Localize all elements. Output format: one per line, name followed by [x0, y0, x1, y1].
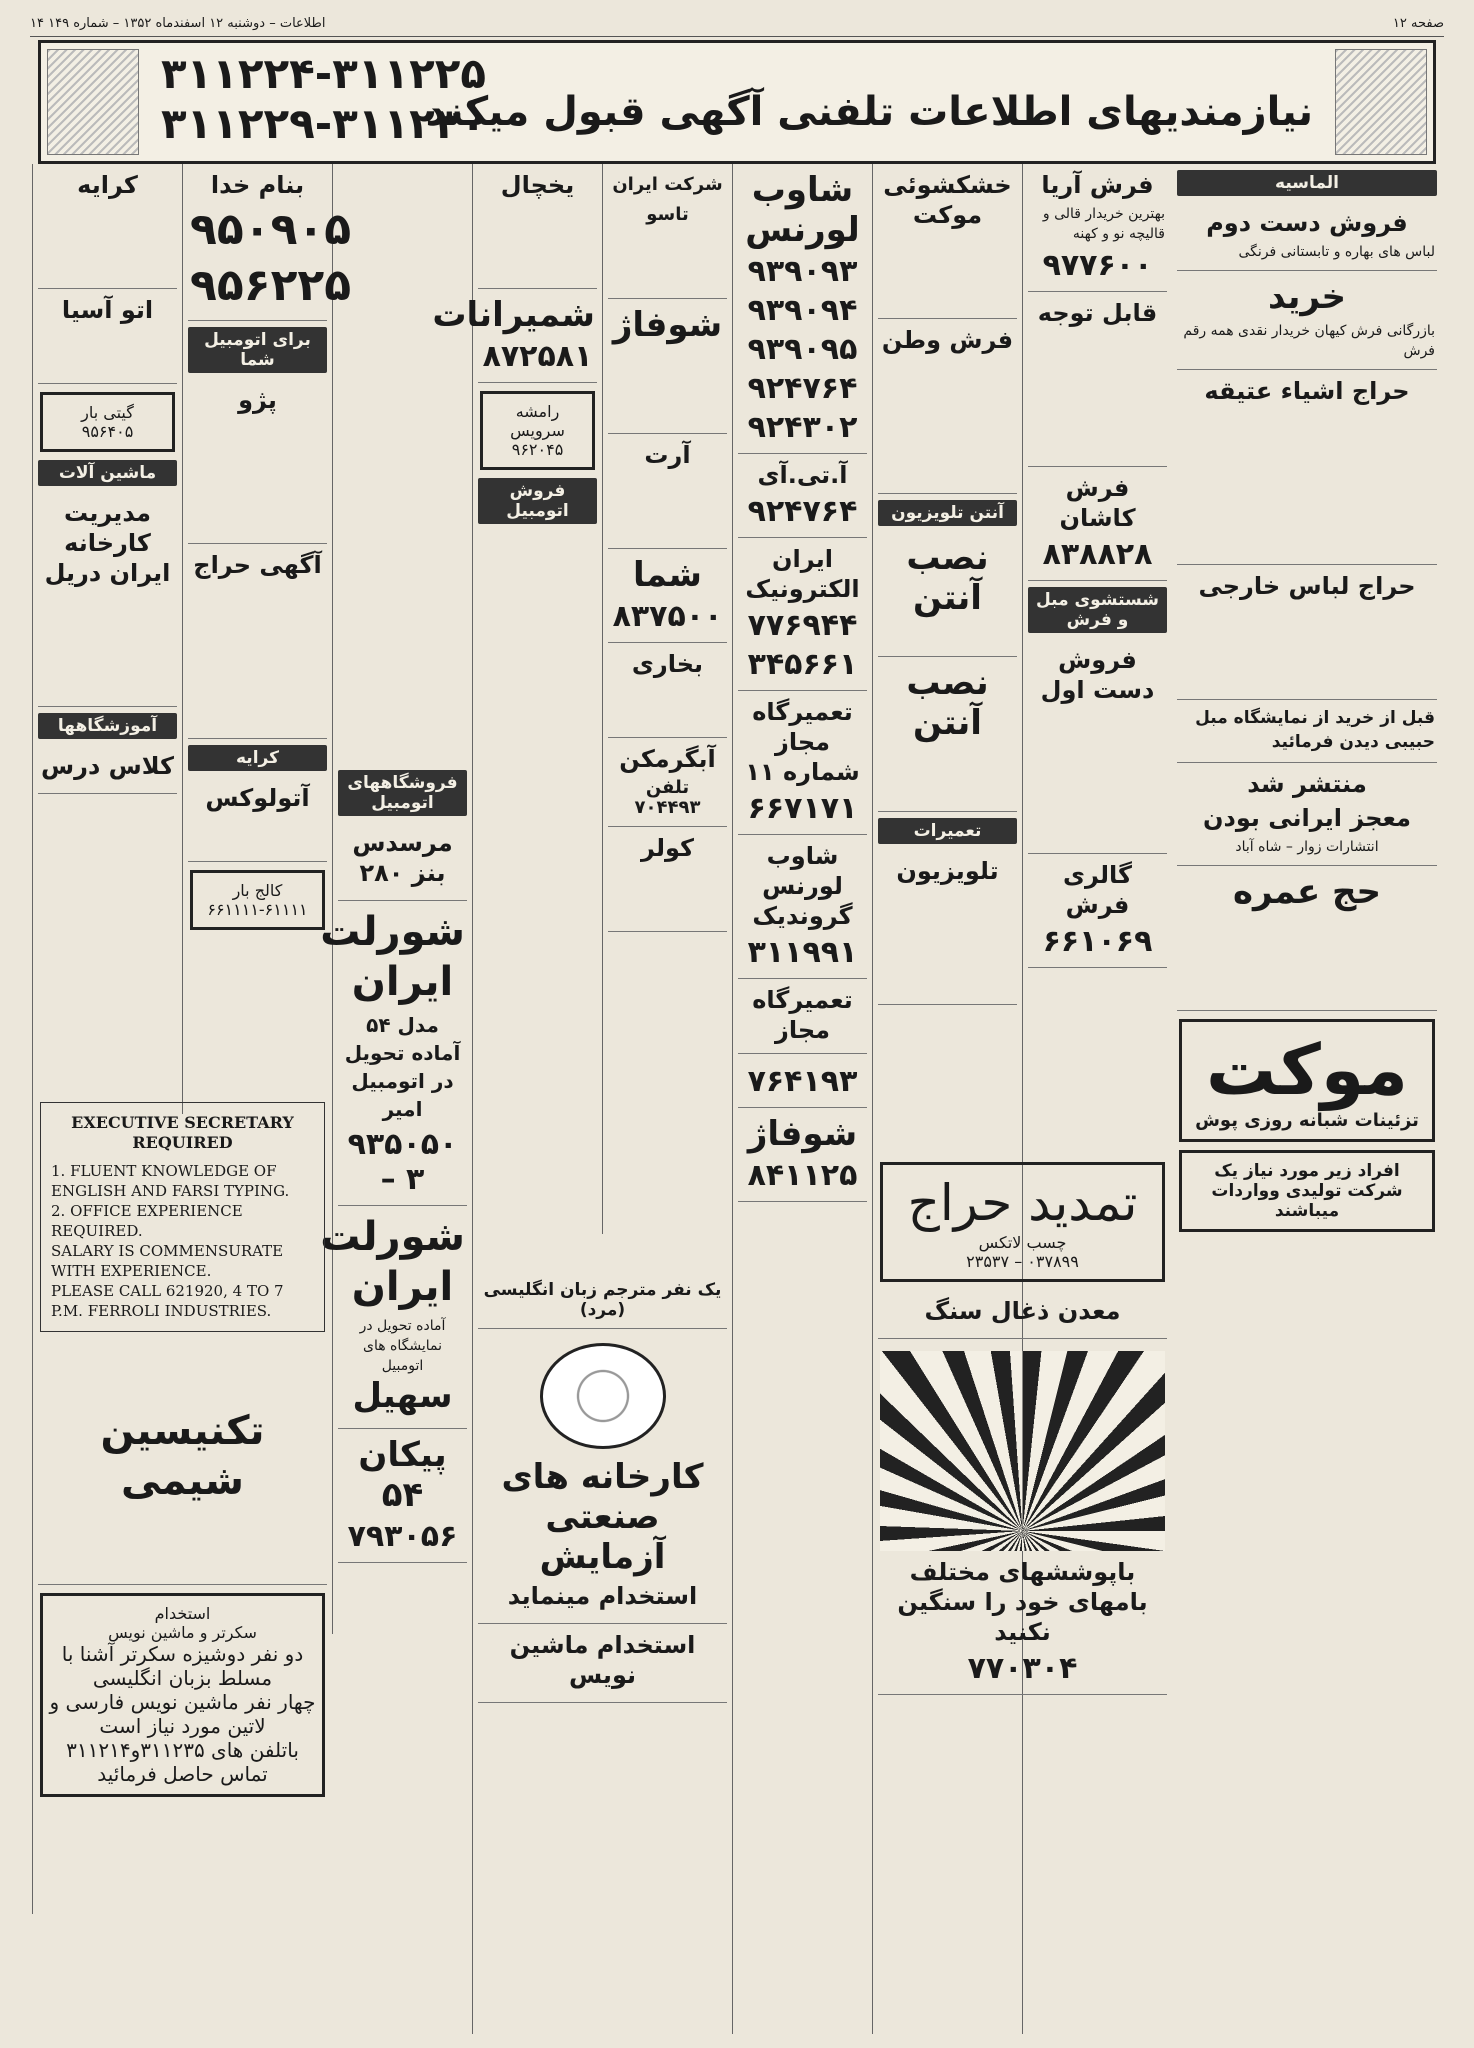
- ad: [608, 827, 727, 932]
- ad-heading: خرید: [1267, 277, 1347, 317]
- ad-phone: ۷۷۰۳۰۴: [967, 1651, 1078, 1686]
- ad-heading: آبگرمکن: [619, 745, 716, 773]
- ad-heading: حج عمره: [1232, 872, 1382, 912]
- ad: [1177, 700, 1437, 763]
- ad-heading: فرش کاشان: [1059, 474, 1136, 532]
- classified-banner: [38, 40, 1436, 164]
- ad-phone: ۸۳۸۸۲۸: [1042, 537, 1153, 572]
- column-4: [732, 164, 872, 2034]
- ad-heading: خشکشوئی موکت: [883, 171, 1012, 229]
- ad-heading: بخاری: [631, 650, 704, 678]
- ad-boxed: [40, 1593, 325, 1797]
- ad-heading: رامشه سرویس: [510, 402, 565, 440]
- ad-boxed: [480, 391, 595, 470]
- ad: [738, 454, 867, 538]
- ad-phone: ۸۴۱۱۲۵: [747, 1158, 858, 1193]
- ad-heading: منتشر شد: [1247, 770, 1367, 798]
- ad-heading: شرکت ایران تاسو: [612, 174, 723, 225]
- ad: [878, 532, 1017, 657]
- ad: [738, 835, 867, 979]
- ad-heading: کالج بار: [232, 881, 283, 900]
- ad-heading: پیکان ۵۴: [358, 1435, 447, 1515]
- ad-body: آماده تحویل در نمایشگاه های اتومبیل: [359, 1318, 446, 1374]
- ad: [878, 850, 1017, 1005]
- ad-heading: شورلت ایران: [320, 1214, 465, 1310]
- ad-heading: مرسدس بنز ۲۸۰: [352, 829, 453, 887]
- section-header: آموزشگاهها: [38, 713, 177, 739]
- ad-phone: ۷۷۶۹۴۴: [747, 608, 858, 643]
- ad-heading: آگهی حراج: [193, 551, 322, 579]
- ad: [608, 434, 727, 549]
- ad-phone: ۶۶۷۱۷۱: [747, 791, 858, 826]
- ad-phone: ۹۳۹۰۹۵: [747, 332, 858, 367]
- ad: [608, 299, 727, 434]
- ad: [1177, 271, 1437, 370]
- ad-heading: شوفاژ: [747, 1114, 858, 1154]
- column-1: [1172, 164, 1442, 2034]
- section-header: کرایه: [188, 745, 327, 771]
- ad-heading: افراد زیر مورد نیاز یک شرکت تولیدی وواردات میباشند: [1211, 1161, 1403, 1221]
- ad: [478, 1274, 727, 1329]
- ad: [188, 379, 327, 544]
- ad-heading: شما: [633, 555, 702, 595]
- ad-boxed: [1179, 1019, 1435, 1142]
- ad-body: مدل ۵۴ آماده تحویل در اتومبیل امیر: [344, 1013, 461, 1121]
- ad-heading: شمیرانات: [432, 295, 595, 335]
- ad: [738, 691, 867, 835]
- ad: [478, 164, 597, 289]
- ad-heading: سهیل: [352, 1376, 453, 1416]
- ad: [478, 1624, 727, 1703]
- ad-phone: ۹۷۷۶۰۰: [1042, 248, 1153, 283]
- section-header: تعمیرات: [878, 818, 1017, 844]
- lower-block-56: [472, 1274, 732, 2034]
- ad: [432, 289, 597, 383]
- ad-phone: ۹۳۹۰۹۳: [747, 254, 858, 289]
- ad: [1177, 565, 1437, 700]
- ad: [608, 738, 727, 827]
- banner-title: نیازمندیهای اطلاعات تلفنی آگهی قبول میکند: [425, 89, 1313, 135]
- ad-phone: ۷۹۳۰۵۶: [347, 1519, 458, 1554]
- ad-heading: کارخانه های صنعتی آزمایش: [501, 1457, 704, 1577]
- ad: [1177, 370, 1437, 565]
- ad-heading: قبل از خرید از نمایشگاه مبل حبیبی دیدن فرمائید: [1195, 708, 1435, 752]
- ad: [608, 549, 727, 643]
- publisher: انتشارات زوار – شاه آباد: [1235, 839, 1379, 855]
- banner-illustration-icon: [47, 49, 139, 155]
- ad: [738, 979, 867, 1054]
- ad-phone: ۹۲۴۷۶۴: [747, 371, 858, 406]
- classifieds-grid: [32, 164, 1442, 2034]
- ad-body: بهترین خریدار قالی و قالیچه نو و کهنه: [1042, 206, 1165, 242]
- ad-subheading: سکرتر و ماشین نویس: [108, 1623, 257, 1642]
- ad-phone: ۹۵۰۹۰۵: [190, 204, 352, 255]
- ad: [1028, 467, 1167, 581]
- ad-phone: ۸۷۲۵۸۱: [482, 339, 593, 374]
- banner-phone: ۳۱۱۲۲۴-۳۱۱۲۲۵: [161, 49, 487, 98]
- english-ad-line: 2. OFFICE EXPERIENCE REQUIRED.: [51, 1202, 243, 1240]
- ad-heading: شوفاژ: [612, 305, 723, 345]
- issue-line: اطلاعات – دوشنبه ۱۲ اسفندماه ۱۳۵۲ – شماره ۱۴۹ ۱۴: [30, 15, 326, 31]
- ad-heading: تکنیسین شیمی: [100, 1408, 265, 1504]
- ad: [320, 1206, 467, 1429]
- banner-phone: ۳۱۱۲۲۹-۳۱۱۲۳۰: [161, 99, 487, 148]
- ad-heading: استخدام ماشین نویس: [509, 1631, 696, 1689]
- ad-heading: شاوب لورنس گروندیک: [752, 842, 853, 930]
- section-header: آنتن تلویزیون: [878, 500, 1017, 526]
- ad-phone: ۰۳۷۸۹۹ – ۲۳۵۳۷: [966, 1252, 1079, 1271]
- ad: [1028, 854, 1167, 968]
- ad-heading: فروش دست دوم: [1206, 209, 1408, 237]
- company-emblem-icon: [540, 1343, 666, 1449]
- ad: [38, 164, 177, 289]
- ad: [338, 1429, 467, 1563]
- ad-heading: گیتی بار: [81, 403, 134, 422]
- sun-illustration-icon: [880, 1351, 1165, 1551]
- ad-phone: ۹۳۹۰۹۴: [747, 293, 858, 328]
- ad: [1028, 164, 1167, 292]
- ad-body: بازرگانی فرش کیهان خریدار نقدی همه رقم فرش: [1183, 323, 1435, 359]
- ad-phone: تلفن ۷۰۴۴۹۳: [634, 777, 701, 818]
- ad-heading: حراج اشیاء عتیقه: [1204, 377, 1410, 405]
- section-header: الماسیه: [1177, 170, 1437, 196]
- ad: [1028, 639, 1167, 854]
- ad: [478, 1329, 727, 1624]
- ad: [878, 319, 1017, 494]
- english-ad-title: EXECUTIVE SECRETARY REQUIRED: [71, 1113, 294, 1152]
- lower-block-23: [872, 1154, 1172, 2034]
- ad: [338, 822, 467, 901]
- ad-heading: باپوششهای مختلف بامهای خود را سنگین نکنید: [897, 1558, 1148, 1646]
- ad: [320, 901, 467, 1206]
- ad: [1028, 292, 1167, 467]
- ad-phone: ۹۵۶۲۲۵: [190, 260, 352, 311]
- ad-phone: ۶۶۱۰۶۹: [1042, 924, 1153, 959]
- banner-illustration-icon: [1335, 49, 1427, 155]
- ad-heading: شورلت ایران: [320, 909, 465, 1005]
- ad-boxed: [40, 392, 175, 452]
- ad-heading: نصب آنتن: [906, 663, 989, 743]
- ad-heading: آ.تی.آی: [757, 461, 848, 489]
- ad-phone: ۹۲۴۳۰۲: [747, 410, 858, 445]
- ad-heading: تعمیرگاه مجاز شماره ۱۱: [745, 698, 860, 786]
- ad: [38, 1340, 327, 1585]
- ad-heading: یخچال: [500, 171, 575, 199]
- ad-heading: آرت: [644, 441, 691, 469]
- column-7: [320, 164, 472, 1634]
- ad: [878, 164, 1017, 319]
- ad-heading: آتولوکس: [205, 784, 310, 812]
- banner-phones: [161, 49, 486, 149]
- english-ad-line: PLEASE CALL 621920, 4 TO 7 P.M. FERROLI INDUSTRIES.: [51, 1282, 284, 1320]
- ad-heading: حراج لباس خارجی: [1198, 572, 1416, 600]
- ad-phone: ۹۲۴۷۶۴: [747, 494, 858, 529]
- ad-heading: تمدید حراج: [907, 1174, 1138, 1232]
- section-header: ماشین آلات: [38, 460, 177, 486]
- section-header: برای اتومبیل شما: [188, 327, 327, 373]
- ad: [38, 492, 177, 707]
- ad-heading: یک نفر مترجم زبان انگلیسی (مرد): [483, 1280, 722, 1320]
- ad: [1177, 202, 1437, 271]
- ad-phone: ۸۳۷۵۰۰: [612, 599, 723, 634]
- ad: [188, 164, 352, 321]
- ad-heading: فرش آریا: [1041, 171, 1154, 199]
- section-header: شستشوی مبل و فرش: [1028, 587, 1167, 633]
- ad-heading: تلویزیون: [896, 857, 999, 885]
- ad: [738, 1054, 867, 1108]
- column-8: [182, 164, 352, 1114]
- ad-phone: ۹۳۵۰۵۰ – ۳: [347, 1127, 458, 1197]
- ad-boxed: [1179, 1150, 1435, 1232]
- ad: [878, 1290, 1167, 1339]
- lower-left-block: [32, 1094, 332, 1914]
- english-ad-line: 1. FLUENT KNOWLEDGE OF ENGLISH AND FARSI TYPING.: [51, 1162, 290, 1200]
- book-title: معجز ایرانی بودن: [1203, 804, 1411, 832]
- ad: [1177, 866, 1437, 1011]
- ad-heading: فرش وطن: [881, 326, 1014, 354]
- ad-heading: قابل توجه: [1037, 299, 1158, 327]
- ad-subheading: استخدام مینماید: [507, 1582, 698, 1610]
- column-5: [602, 164, 732, 1234]
- ad-body: چهار نفر ماشین نویس فارسی و لاتین مورد نیاز است: [49, 1690, 316, 1738]
- ad-heading: موکت: [1205, 1029, 1409, 1111]
- ad-heading: پژو: [238, 386, 277, 414]
- ad: [738, 1108, 867, 1202]
- ad-boxed: [880, 1162, 1165, 1282]
- ad: [188, 544, 327, 739]
- ad: [878, 657, 1017, 812]
- ad-subheading: چسب لاتکس: [978, 1233, 1067, 1252]
- ad-heading: کرایه: [77, 171, 138, 199]
- ad-heading: فروش دست اول: [1040, 646, 1155, 704]
- ad-heading: بنام خدا: [210, 171, 305, 199]
- ad-heading: اتو آسیا: [61, 296, 154, 324]
- ad-boxed: [190, 870, 325, 930]
- ad-heading: معدن ذغال سنگ: [924, 1297, 1121, 1325]
- ad-phone: ۹۶۲۰۴۵: [511, 440, 564, 459]
- ad-body: تزئینات شبانه روزی پوش: [1195, 1110, 1419, 1131]
- ad: [38, 289, 177, 384]
- ad: [1177, 763, 1437, 866]
- ad-phone: باتلفن های ۳۱۱۲۳۵و۳۱۱۲۱۴: [66, 1738, 299, 1762]
- ad-heading: کلاس درس: [41, 752, 174, 780]
- ad: [878, 1339, 1167, 1695]
- ad-phone: ۹۵۶۴۰۵: [81, 422, 134, 441]
- ad: [188, 777, 327, 862]
- ad: [738, 538, 867, 691]
- ad-phone: ۷۶۴۱۹۳: [747, 1064, 858, 1099]
- ad: [38, 745, 177, 794]
- ad: [738, 164, 867, 454]
- ad-heading: تعمیرگاه مجاز: [752, 986, 853, 1044]
- page-number: صفحه ۱۲: [1392, 15, 1444, 31]
- ad-body: دو نفر دوشیزه سکرتر آشنا با مسلط بزبان انگلیسی: [61, 1642, 304, 1690]
- section-header: فروش اتومبیل: [478, 478, 597, 524]
- ad-phone: ۳۴۵۶۶۱: [747, 647, 858, 682]
- ad-heading: گالری فرش: [1063, 861, 1132, 919]
- column-6: [432, 164, 602, 1274]
- masthead: [30, 10, 1444, 37]
- english-ad: [40, 1102, 325, 1332]
- column-9: [32, 164, 182, 1094]
- ad: [608, 164, 727, 299]
- ad-phone: ۳۱۱۹۹۱: [747, 935, 858, 970]
- ad-heading: شاوب لورنس: [745, 170, 860, 250]
- ad-heading: ایران الکترونیک: [745, 545, 860, 603]
- ad-phone: ۶۶۱۱۱۱-۶۱۱۱۱: [207, 900, 308, 919]
- ad-heading: نصب آنتن: [906, 538, 989, 618]
- column-7-top-ads: [338, 164, 467, 764]
- ad: [608, 643, 727, 738]
- ad-body: لباس های بهاره و تابستانی فرنگی: [1238, 244, 1435, 260]
- section-header: فروشگاههای اتومبیل: [338, 770, 467, 816]
- ad-heading: استخدام: [154, 1604, 211, 1623]
- english-ad-line: SALARY IS COMMENSURATE WITH EXPERIENCE.: [51, 1242, 284, 1280]
- ad-body: تماس حاصل فرمائید: [97, 1762, 268, 1786]
- ad-heading: مدیریت کارخانه ایران دریل: [44, 499, 171, 587]
- ad-heading: کولر: [641, 834, 694, 862]
